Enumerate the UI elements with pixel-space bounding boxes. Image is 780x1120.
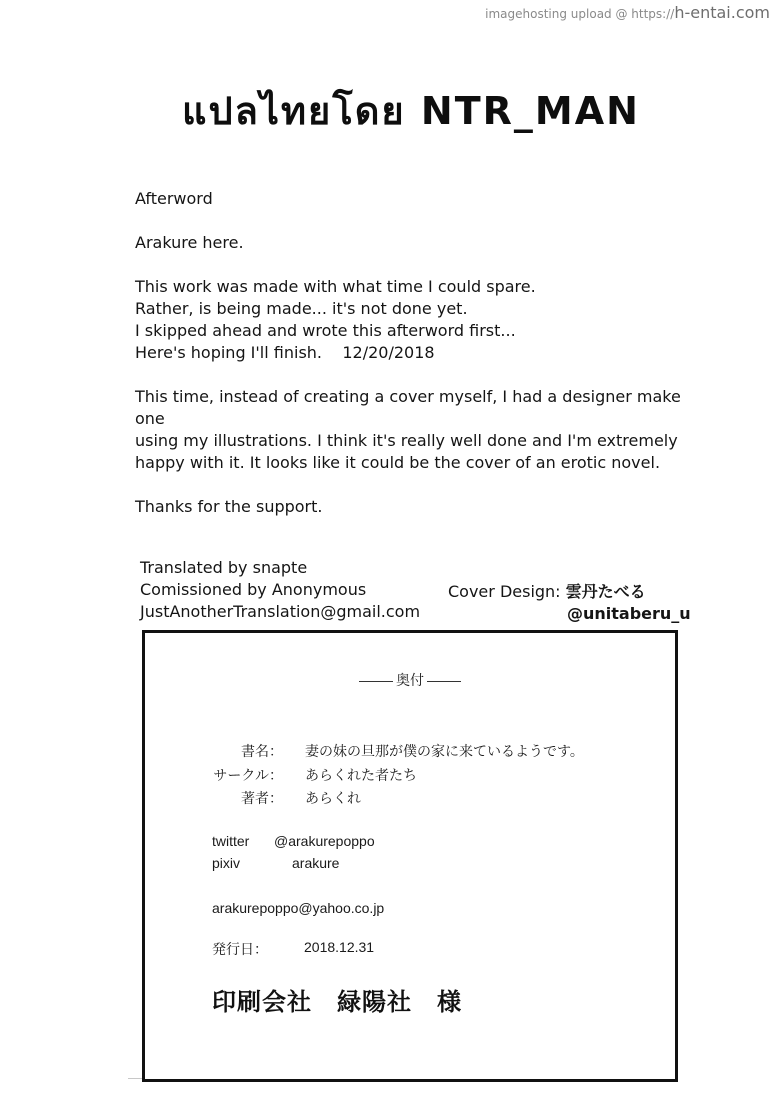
circle-label: サークル： <box>213 768 283 784</box>
translated-by: Translated by snapte <box>140 558 308 577</box>
watermark-domain: h-entai.com <box>674 3 770 22</box>
printer-credit: 印刷会社 緑陽社 様 <box>212 988 462 1016</box>
author-value: あらくれ <box>305 791 361 807</box>
twitter-row <box>212 833 375 849</box>
book-title-value: 妻の妹の旦那が僕の家に来ているようです。 <box>305 744 584 760</box>
author-label: 著者： <box>241 791 283 807</box>
afterword-paragraph-2 <box>135 386 695 474</box>
afterword-heading: Afterword <box>135 189 213 208</box>
afterword-closing: Thanks for the support. <box>135 497 323 516</box>
twitter-label: twitter <box>212 833 250 849</box>
afterword-greeting: Arakure here. <box>135 233 244 252</box>
cover-designer-handle: @unitaberu_u <box>567 604 691 623</box>
heading-rule-right <box>427 681 461 682</box>
translator-email: JustAnotherTranslation@gmail.com <box>140 602 421 621</box>
commissioned-by: Comissioned by Anonymous <box>140 580 367 599</box>
publish-date-label: 発行日： <box>212 942 268 958</box>
afterword-line: Rather, is being made... it's not done yet. <box>135 299 468 318</box>
pixiv-row <box>212 855 340 871</box>
watermark <box>485 3 770 22</box>
translation-credits <box>140 557 420 623</box>
afterword-section <box>135 188 695 518</box>
cover-design-credit <box>448 581 646 603</box>
pixiv-label: pixiv <box>212 855 241 871</box>
cover-design-label: Cover Design: <box>448 582 566 601</box>
book-title-label: 書名： <box>241 744 283 760</box>
heading-rule-left <box>359 681 393 682</box>
watermark-prefix: imagehosting upload @ https:// <box>485 7 675 21</box>
circle-value: あらくれた者たち <box>305 768 417 784</box>
pixiv-handle: arakure <box>292 855 340 871</box>
translator-title: แปลไทยโดย NTR_MAN <box>182 89 640 133</box>
afterword-line: using my illustrations. I think it's really well done and I'm extremely <box>135 431 678 450</box>
afterword-line: This work was made with what time I could spare. <box>135 277 536 296</box>
colophon-heading <box>145 670 675 690</box>
afterword-line: happy with it. It looks like it could be the cover of an erotic novel. <box>135 453 661 472</box>
colophon-email: arakurepoppo@yahoo.co.jp <box>212 900 385 916</box>
cover-designer-name: 雲丹たべる <box>565 582 646 601</box>
afterword-line: Here's hoping I'll finish. 12/20/2018 <box>135 343 435 362</box>
corner-mark <box>128 1078 142 1079</box>
afterword-line: This time, instead of creating a cover myself, I had a designer make one <box>135 387 681 428</box>
afterword-paragraph-1 <box>135 276 695 364</box>
colophon-box <box>142 630 678 1082</box>
publish-date-value: 2018.12.31 <box>304 939 375 955</box>
twitter-handle: @arakurepoppo <box>274 833 375 849</box>
colophon-heading-text: 奥付 <box>396 673 424 689</box>
publish-date-row <box>212 939 375 959</box>
afterword-line: I skipped ahead and wrote this afterword first... <box>135 321 516 340</box>
